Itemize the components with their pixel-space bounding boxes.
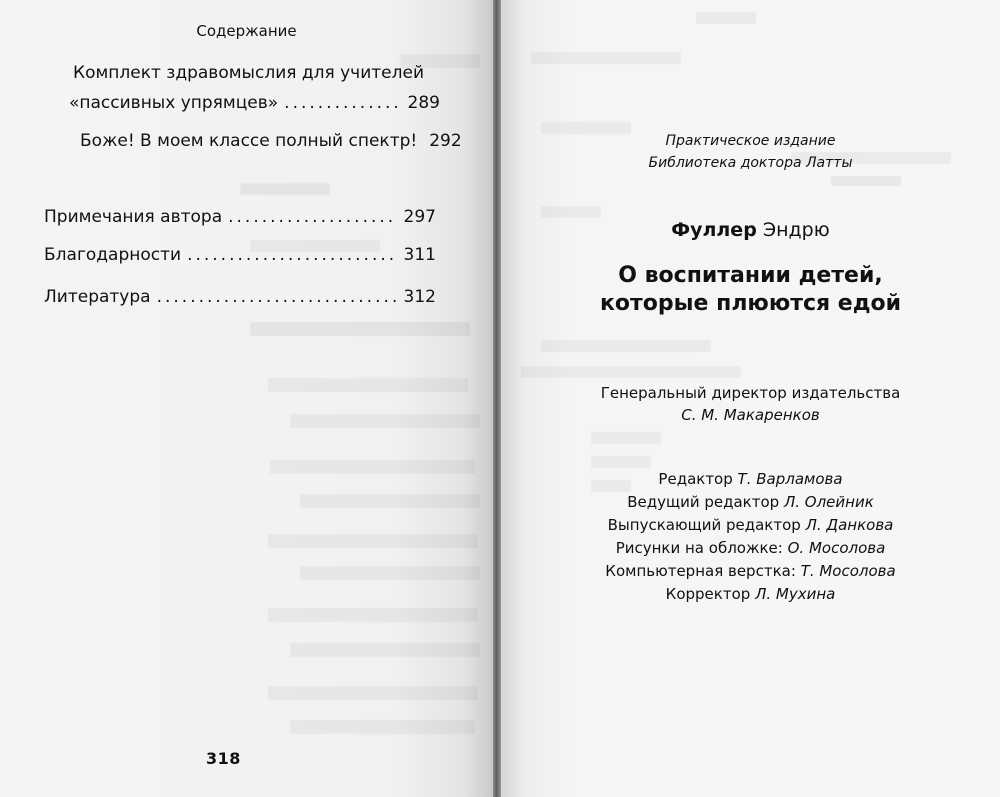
toc-entry-title: Боже! В моем классе полный спектр! <box>80 131 418 151</box>
credit-editor: Редактор Т. Варламова <box>658 470 843 488</box>
book-title-line1: О воспитании детей, <box>618 263 883 288</box>
toc-leader-dots <box>284 93 401 113</box>
toc-entry-title: Примечания автора <box>44 207 223 227</box>
series-type: Практическое издание <box>665 133 836 149</box>
author-surname: Фуллер <box>671 219 757 241</box>
director-label: Генеральный директор издательства <box>600 384 901 402</box>
right-page <box>501 0 1000 797</box>
toc-entry-page: 289 <box>407 93 440 113</box>
toc-entry-3 <box>44 207 436 227</box>
director-name: С. М. Макаренков <box>681 406 820 424</box>
credit-proofreader: Корректор Л. Мухина <box>665 585 836 603</box>
toc-entry-1-line1: Комплект здравомыслия для учителей <box>73 63 425 83</box>
credit-lead-editor: Ведущий редактор Л. Олейник <box>627 493 874 511</box>
author <box>501 219 1000 241</box>
toc-entry-title: «пассивных упрямцев» <box>69 93 279 113</box>
toc-entry-page: 297 <box>403 207 436 227</box>
toc-entry-1 <box>69 93 440 113</box>
toc-entry-4 <box>44 245 436 265</box>
toc-entry-2 <box>80 131 462 151</box>
book-title-line2: которые плюются едой <box>599 291 902 316</box>
toc-entry-page: 292 <box>429 131 462 151</box>
credit-release-editor: Выпускающий редактор Л. Данкова <box>607 516 894 534</box>
toc-entry-title: Благодарности <box>44 245 182 265</box>
author-name: Эндрю <box>762 219 830 241</box>
toc-entry-page: 311 <box>403 245 436 265</box>
toc-entry-title: Литература <box>44 287 151 307</box>
book-gutter <box>493 0 501 797</box>
credit-cover-art: Рисунки на обложке: О. Мосолова <box>615 539 886 557</box>
toc-entry-page: 312 <box>403 287 436 307</box>
left-page <box>0 0 493 797</box>
series-name: Библиотека доктора Латты <box>648 155 853 171</box>
toc-leader-dots <box>187 245 397 265</box>
page-number: 318 <box>206 749 241 768</box>
toc-entry-5 <box>44 287 436 307</box>
credit-layout: Компьютерная верстка: Т. Мосолова <box>605 562 896 580</box>
running-head: Содержание <box>196 22 297 40</box>
toc-leader-dots <box>228 207 397 227</box>
toc-leader-dots <box>157 287 398 307</box>
